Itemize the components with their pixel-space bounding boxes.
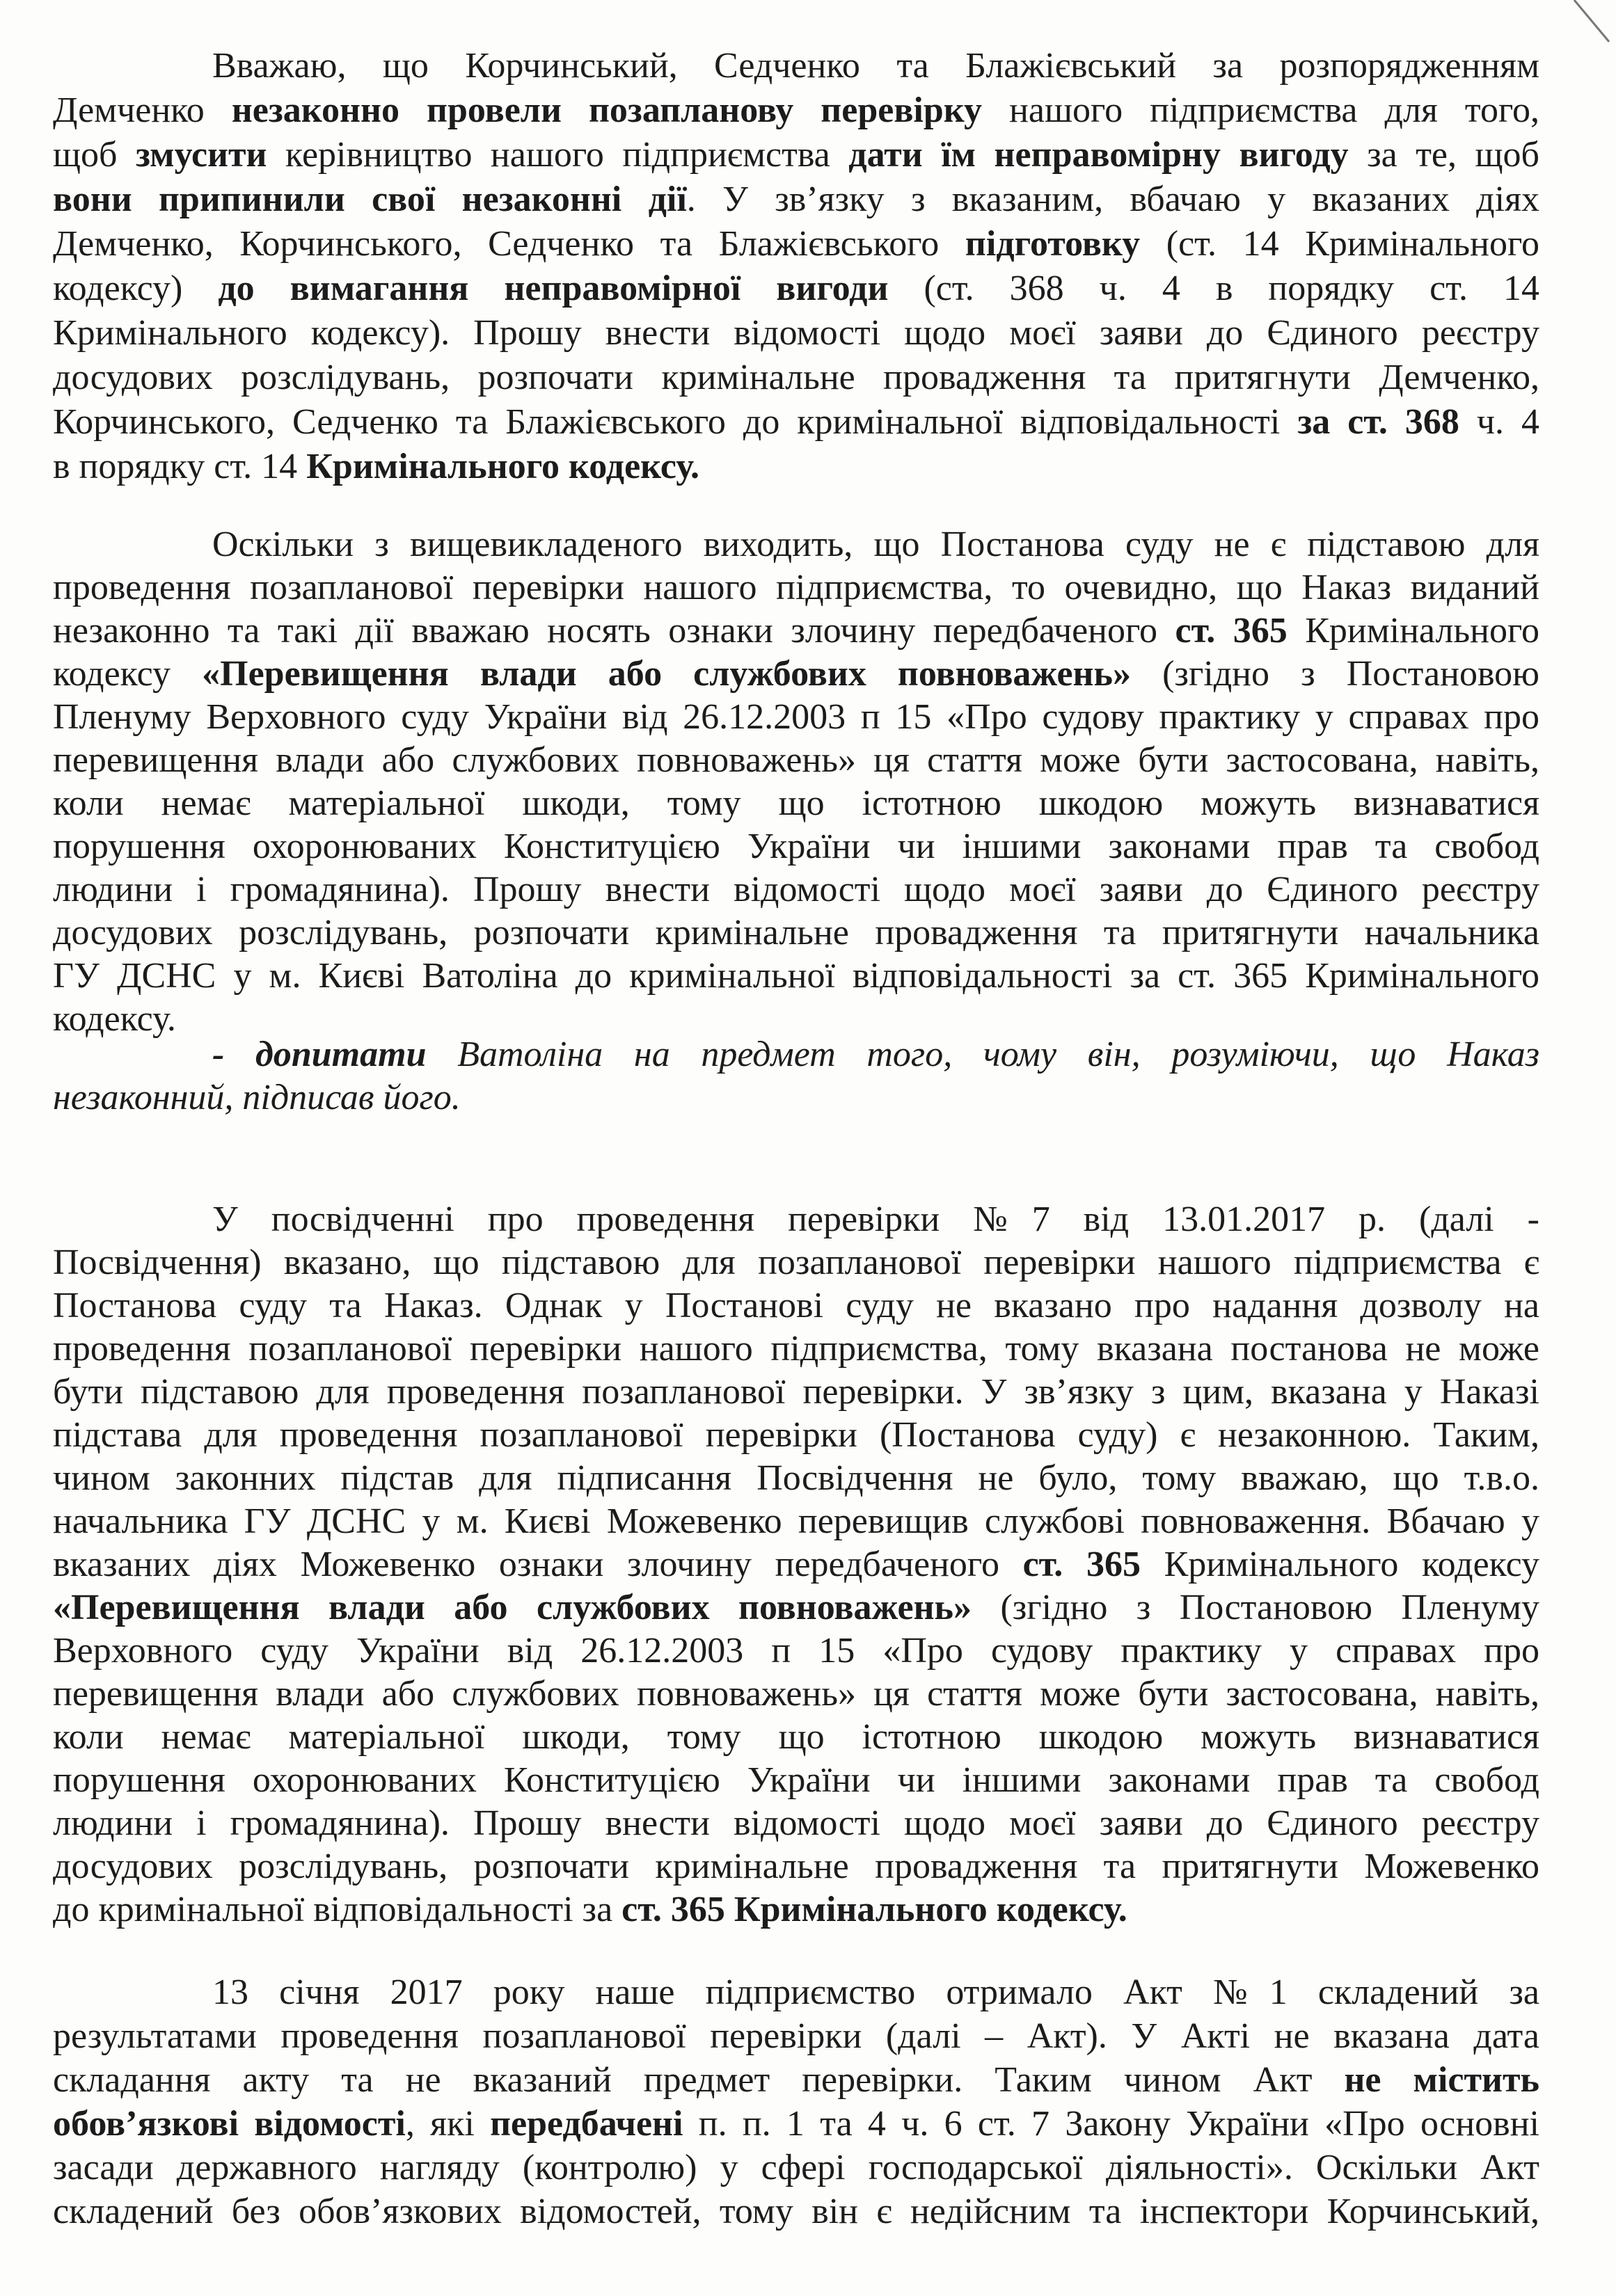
text-segment: підстава для проведення позапланової перевірки (Постанова суду) є незаконною. Таким, xyxy=(53,1415,1539,1455)
emphasized-text: обов’язкові відомості xyxy=(53,2104,406,2144)
paragraph-accusation-preparation xyxy=(53,44,1539,489)
emphasized-text: ст. 365 xyxy=(1022,1545,1141,1584)
emphasized-text: Кримінального кодексу. xyxy=(306,447,700,486)
text-line xyxy=(53,1371,1539,1414)
text-segment: перевищення влади або службових повноважень» ця стаття може бути застосована, навіть, xyxy=(53,1674,1539,1714)
text-segment: людини і громадянина). Прошу внести відомості щодо моєї заяви до Єдиного реєстру xyxy=(53,1803,1539,1843)
emphasized-text: до вимагання неправомірної вигоди xyxy=(218,269,889,308)
emphasized-text: дати їм неправомірну вигоду xyxy=(848,135,1349,175)
text-line xyxy=(53,523,1539,566)
paragraph-act-no-1 xyxy=(53,1970,1539,2233)
text-line xyxy=(53,445,1539,489)
text-line xyxy=(53,44,1539,88)
text-line xyxy=(53,1629,1539,1673)
text-line xyxy=(53,1543,1539,1586)
text-segment: порушення охоронюваних Конституцією України чи іншими законами прав та свобод xyxy=(53,827,1539,866)
emphasized-text: ст. 365 Кримінального кодексу. xyxy=(621,1890,1127,1929)
text-segment: Вважаю, що Корчинський, Седченко та Блажієвський за розпорядженням xyxy=(212,46,1539,86)
text-segment: Верховного суду України від 26.12.2003 п 15 «Про судову практику у справах про xyxy=(53,1631,1539,1671)
text-segment: (згідно з Постановою xyxy=(1130,654,1539,694)
text-segment: порушення охоронюваних Конституцією України чи іншими законами прав та свобод xyxy=(53,1760,1539,1800)
text-segment: 13 січня 2017 року наше підприємство отримало Акт №1 складений за xyxy=(212,1972,1539,2012)
emphasized-text: незаконно провели позапланову перевірку xyxy=(231,90,983,130)
text-segment: Посвідчення) вказано, що підставою для позапланової перевірки нашого підприємства є xyxy=(53,1243,1539,1282)
text-line xyxy=(53,1673,1539,1716)
text-line xyxy=(53,1802,1539,1845)
paragraph-certificate-mozhevenko xyxy=(53,1198,1539,1931)
text-segment: нашого підприємства для того, xyxy=(982,90,1540,130)
text-segment: складений без обов’язкових відомостей, тому він є недійсним та інспектори Корчинський, xyxy=(53,2192,1539,2231)
text-line xyxy=(53,653,1539,696)
text-segment: засади державного нагляду (контролю) у сфері господарської діяльності». Оскільки Акт xyxy=(53,2148,1539,2187)
text-line xyxy=(53,1076,1539,1119)
emphasized-text: незаконний, підписав його. xyxy=(53,1078,461,1117)
text-segment: результатами проведення позапланової перевірки (далі – Акт). У Акті не вказана дата xyxy=(53,2016,1539,2056)
text-line xyxy=(53,1500,1539,1543)
text-line xyxy=(53,400,1539,445)
text-line xyxy=(53,566,1539,609)
paragraph-interrogation-request xyxy=(53,1033,1539,1119)
text-segment: коли немає матеріальної шкоди, тому що істотною шкодою можуть визнаватися xyxy=(53,783,1539,823)
text-line xyxy=(53,2058,1539,2102)
emphasized-text: «Перевищення влади або службових повноважень» xyxy=(202,654,1131,694)
text-line xyxy=(53,1033,1539,1076)
text-line xyxy=(53,88,1539,133)
text-line xyxy=(53,1241,1539,1284)
text-segment: Кримінального xyxy=(1287,611,1539,651)
text-segment: Демченко, Корчинського, Седченко та Блажієвського xyxy=(53,224,965,264)
text-segment: щоб xyxy=(53,135,136,175)
text-segment: проведення позапланової перевірки нашого підприємства, тому вказана постанова не може xyxy=(53,1329,1539,1369)
text-line xyxy=(53,1759,1539,1802)
text-line xyxy=(53,2102,1539,2146)
emphasized-text: передбачені xyxy=(490,2104,683,2144)
text-segment: Пленуму Верховного суду України від 26.12.2003 п 15 «Про судову практику у справах про xyxy=(53,697,1539,737)
text-line xyxy=(53,2190,1539,2233)
paragraph-abuse-of-power-vatolin xyxy=(53,523,1539,1041)
emphasized-text: ст. 365 xyxy=(1175,611,1288,651)
text-segment: людини і громадянина). Прошу внести відомості щодо моєї заяви до Єдиного реєстру xyxy=(53,870,1539,909)
text-line xyxy=(53,356,1539,400)
text-line xyxy=(53,311,1539,356)
text-line xyxy=(53,782,1539,825)
text-line xyxy=(53,222,1539,266)
text-segment: , які xyxy=(405,2104,491,2144)
emphasized-text: вони припинили свої незаконні дії xyxy=(53,180,687,219)
text-segment: до кримінальної відповідальності за xyxy=(53,1890,622,1929)
text-line xyxy=(53,739,1539,782)
text-line xyxy=(53,911,1539,955)
emphasized-text: «Перевищення влади або службових повноважень» xyxy=(53,1588,972,1627)
text-segment: п. п. 1 та 4 ч. 6 ст. 7 Закону України «Про основні xyxy=(683,2104,1539,2144)
text-line xyxy=(53,696,1539,739)
text-segment: (згідно з Постановою Пленуму xyxy=(972,1588,1539,1627)
text-line xyxy=(53,868,1539,911)
text-segment: в порядку ст. 14 xyxy=(53,447,307,486)
text-line xyxy=(53,1888,1539,1931)
text-segment: досудових розслідувань, розпочати кримінальне провадження та притягнути Можевенко xyxy=(53,1847,1539,1886)
text-segment: Кримінального кодексу xyxy=(1140,1545,1540,1584)
text-line xyxy=(53,955,1539,998)
text-segment: незаконно та такі дії вважаю носять ознаки злочину передбаченого xyxy=(53,611,1175,651)
emphasized-text: за ст. 368 xyxy=(1297,402,1459,442)
text-segment: керівництво нашого підприємства xyxy=(267,135,849,175)
text-line xyxy=(53,2014,1539,2058)
text-segment: кодексу) xyxy=(53,269,219,308)
text-segment: кодексу xyxy=(53,654,203,694)
text-segment: Корчинського, Седченко та Блажієвського до кримінальної відповідальності xyxy=(53,402,1298,442)
text-segment: ГУ ДСНС у м. Києві Ватоліна до кримінальної відповідальності за ст. 365 Кримінального xyxy=(53,956,1539,996)
text-segment: складання акту та не вказаний предмет перевірки. Таким чином Акт xyxy=(53,2060,1345,2100)
text-line xyxy=(53,1970,1539,2014)
text-line xyxy=(53,1198,1539,1241)
text-segment: досудових розслідувань, розпочати кримінальне провадження та притягнути начальника xyxy=(53,913,1539,952)
text-segment: чином законних підстав для підписання Посвідчення не було, тому вважаю, що т.в.о. xyxy=(53,1458,1539,1498)
text-segment: (ст. 14 Кримінального xyxy=(1140,224,1539,264)
text-line xyxy=(53,1414,1539,1457)
text-line xyxy=(53,133,1539,177)
text-line xyxy=(53,1586,1539,1629)
text-segment: бути підставою для проведення позапланової перевірки. У зв’язку з цим, вказана у Наказі xyxy=(53,1372,1539,1412)
text-segment: Кримінального кодексу). Прошу внести відомості щодо моєї заяви до Єдиного реєстру xyxy=(53,313,1539,353)
text-segment: У посвідченні про проведення перевірки №7 від 13.01.2017 р. (далі - xyxy=(212,1199,1539,1239)
text-line xyxy=(53,177,1539,222)
text-line xyxy=(53,609,1539,653)
text-segment: коли немає матеріальної шкоди, тому що істотною шкодою можуть визнаватися xyxy=(53,1717,1539,1757)
emphasized-text: змусити xyxy=(135,135,267,175)
text-segment: Оскільки з вищевикладеного виходить, що Постанова суду не є підставою для xyxy=(212,525,1539,564)
text-segment: Демченко xyxy=(53,90,232,130)
text-segment: за те, щоб xyxy=(1348,135,1539,175)
text-segment: . У зв’язку з вказаним, вбачаю у вказаних діях xyxy=(686,180,1539,219)
text-line xyxy=(53,1716,1539,1759)
text-line xyxy=(53,266,1539,311)
text-segment: начальника ГУ ДСНС у м. Києві Можевенко перевищив службові повноваження. Вбачаю у xyxy=(53,1501,1539,1541)
text-line xyxy=(53,1284,1539,1328)
text-segment: Постанова суду та Наказ. Однак у Постанові суду не вказано про надання дозволу на xyxy=(53,1286,1539,1325)
text-segment: ч. 4 xyxy=(1459,402,1540,442)
text-line xyxy=(53,1457,1539,1500)
text-line xyxy=(53,1328,1539,1371)
text-segment: вказаних діях Можевенко ознаки злочину передбаченого xyxy=(53,1545,1023,1584)
text-segment: перевищення влади або службових повноважень» ця стаття може бути застосована, навіть, xyxy=(53,740,1539,780)
text-segment: кодексу. xyxy=(53,999,176,1039)
text-segment: проведення позапланової перевірки нашого підприємства, то очевидно, що Наказ виданий xyxy=(53,568,1539,607)
emphasized-text: підготовку xyxy=(965,224,1141,264)
text-segment: (ст. 368 ч. 4 в порядку ст. 14 xyxy=(888,269,1540,308)
text-line xyxy=(53,2146,1539,2190)
text-line xyxy=(53,1845,1539,1888)
text-line xyxy=(53,825,1539,868)
text-segment: досудових розслідувань, розпочати кримінальне провадження та притягнути Демченко, xyxy=(53,358,1539,397)
emphasized-text: Ватоліна на предмет того, чому він, розуміючи, що Наказ xyxy=(426,1035,1539,1074)
emphasized-text: не містить xyxy=(1344,2060,1539,2100)
emphasized-text: - допитати xyxy=(212,1035,427,1074)
